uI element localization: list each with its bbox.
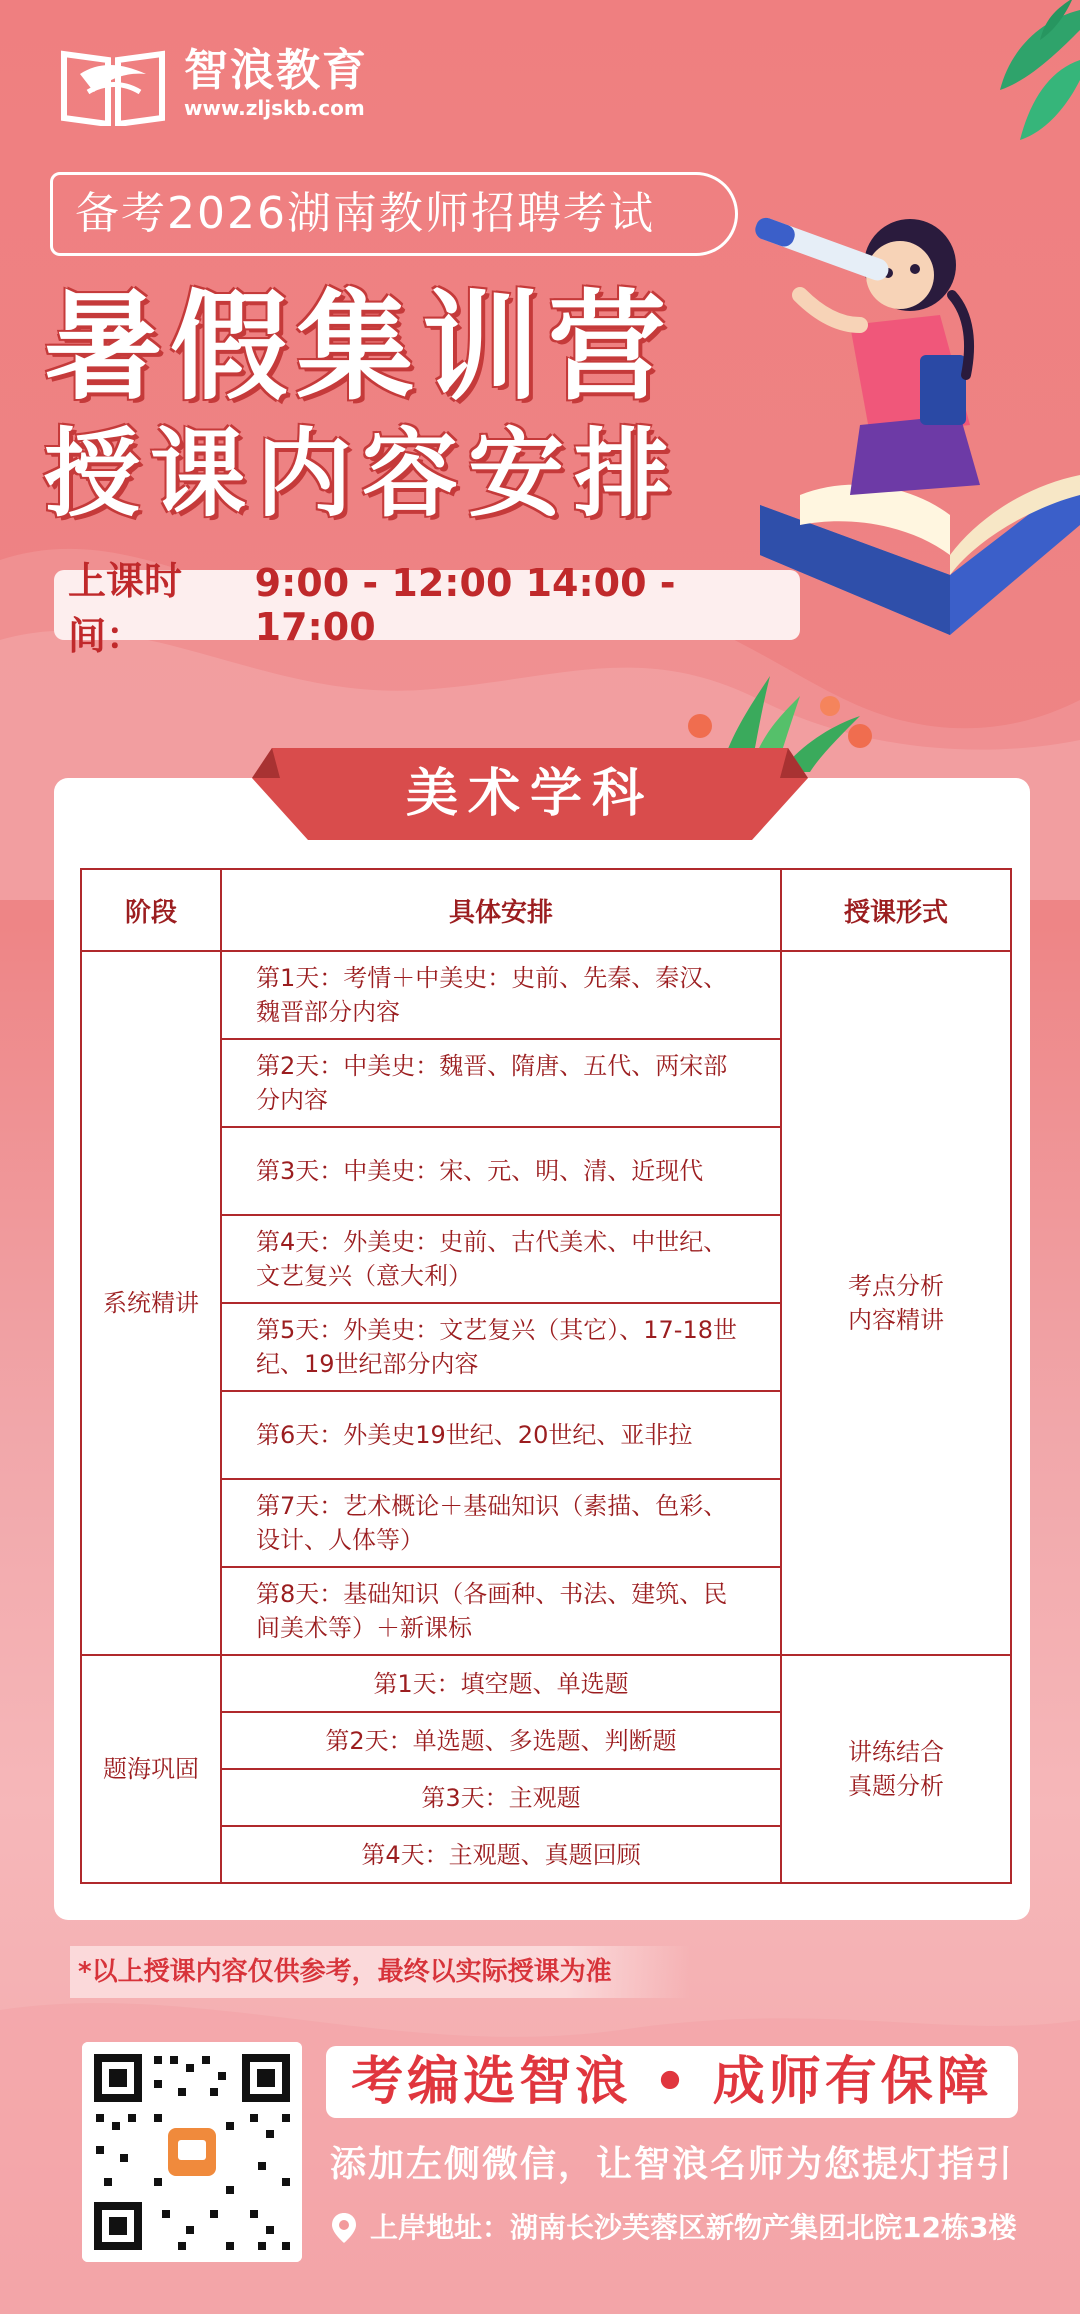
format-line: 讲练结合 xyxy=(848,1738,944,1766)
class-time-bar xyxy=(54,559,800,658)
header-arrangement: 具体安排 xyxy=(221,869,781,951)
schedule-item: 第1天：填空题、单选题 xyxy=(221,1655,781,1712)
class-time-value: 9:00 - 12:00 14:00 - 17:00 xyxy=(254,561,676,649)
schedule-item: 第6天：外美史19世纪、20世纪、亚非拉 xyxy=(221,1391,781,1479)
schedule-item: 第8天：基础知识（各画种、书法、建筑、民间美术等）＋新课标 xyxy=(221,1567,781,1655)
slogan: 考编选智浪 • 成师有保障 xyxy=(326,2046,1018,2118)
subject-title: 美术学科 xyxy=(405,764,654,824)
schedule-item: 第3天：主观题 xyxy=(221,1769,781,1826)
schedule-item: 第5天：外美史：文艺复兴（其它）、17-18世纪、19世纪部分内容 xyxy=(221,1303,781,1391)
leaves-decoration xyxy=(960,0,1080,170)
disclaimer-note: *以上授课内容仅供参考，最终以实际授课为准 xyxy=(70,1946,690,1998)
table-row xyxy=(81,1655,1011,1712)
girl-telescope-illustration xyxy=(740,175,1080,635)
hero-title-line1: 暑假集训营 xyxy=(44,278,675,416)
wechat-tip: 添加左侧微信，让智浪名师为您提灯指引 xyxy=(330,2144,1015,2185)
address xyxy=(330,2208,1016,2248)
header-format: 授课形式 xyxy=(781,869,1011,951)
brand-logo xyxy=(58,42,368,126)
format-line: 真题分析 xyxy=(848,1772,944,1800)
location-pin-icon xyxy=(330,2211,358,2245)
stage-cell: 题海巩固 xyxy=(81,1655,221,1883)
table-row xyxy=(81,951,1011,1039)
class-time-label: 上课时间： xyxy=(68,559,183,658)
format-line: 考点分析 xyxy=(848,1272,944,1300)
stage-cell: 系统精讲 xyxy=(81,951,221,1655)
table-header-row xyxy=(81,869,1011,951)
logo-book-icon xyxy=(58,42,168,126)
format-cell xyxy=(781,1655,1011,1883)
subject-banner xyxy=(252,748,808,840)
schedule-table xyxy=(80,868,1012,1884)
schedule-item: 第2天：单选题、多选题、判断题 xyxy=(221,1712,781,1769)
schedule-item: 第4天：主观题、真题回顾 xyxy=(221,1826,781,1883)
address-text: 上岸地址：湖南长沙芙蓉区新物产集团北院12栋3楼 xyxy=(370,2211,1017,2244)
exam-tag: 备考2026湖南教师招聘考试 xyxy=(50,172,738,256)
brand-name: 智浪教育 xyxy=(184,45,368,96)
format-cell xyxy=(781,951,1011,1655)
header-stage: 阶段 xyxy=(81,869,221,951)
hero-title-line2: 授课内容安排 xyxy=(44,418,680,530)
schedule-item: 第4天：外美史：史前、古代美术、中世纪、文艺复兴（意大利） xyxy=(221,1215,781,1303)
format-line: 内容精讲 xyxy=(848,1306,944,1334)
schedule-item: 第1天：考情＋中美史：史前、先秦、秦汉、魏晋部分内容 xyxy=(221,951,781,1039)
schedule-item: 第7天：艺术概论＋基础知识（素描、色彩、设计、人体等） xyxy=(221,1479,781,1567)
schedule-item: 第2天：中美史：魏晋、隋唐、五代、两宋部分内容 xyxy=(221,1039,781,1127)
schedule-item: 第3天：中美史：宋、元、明、清、近现代 xyxy=(221,1127,781,1215)
wechat-qr-code[interactable] xyxy=(82,2042,302,2262)
brand-url: www.zljskb.com xyxy=(184,96,365,120)
